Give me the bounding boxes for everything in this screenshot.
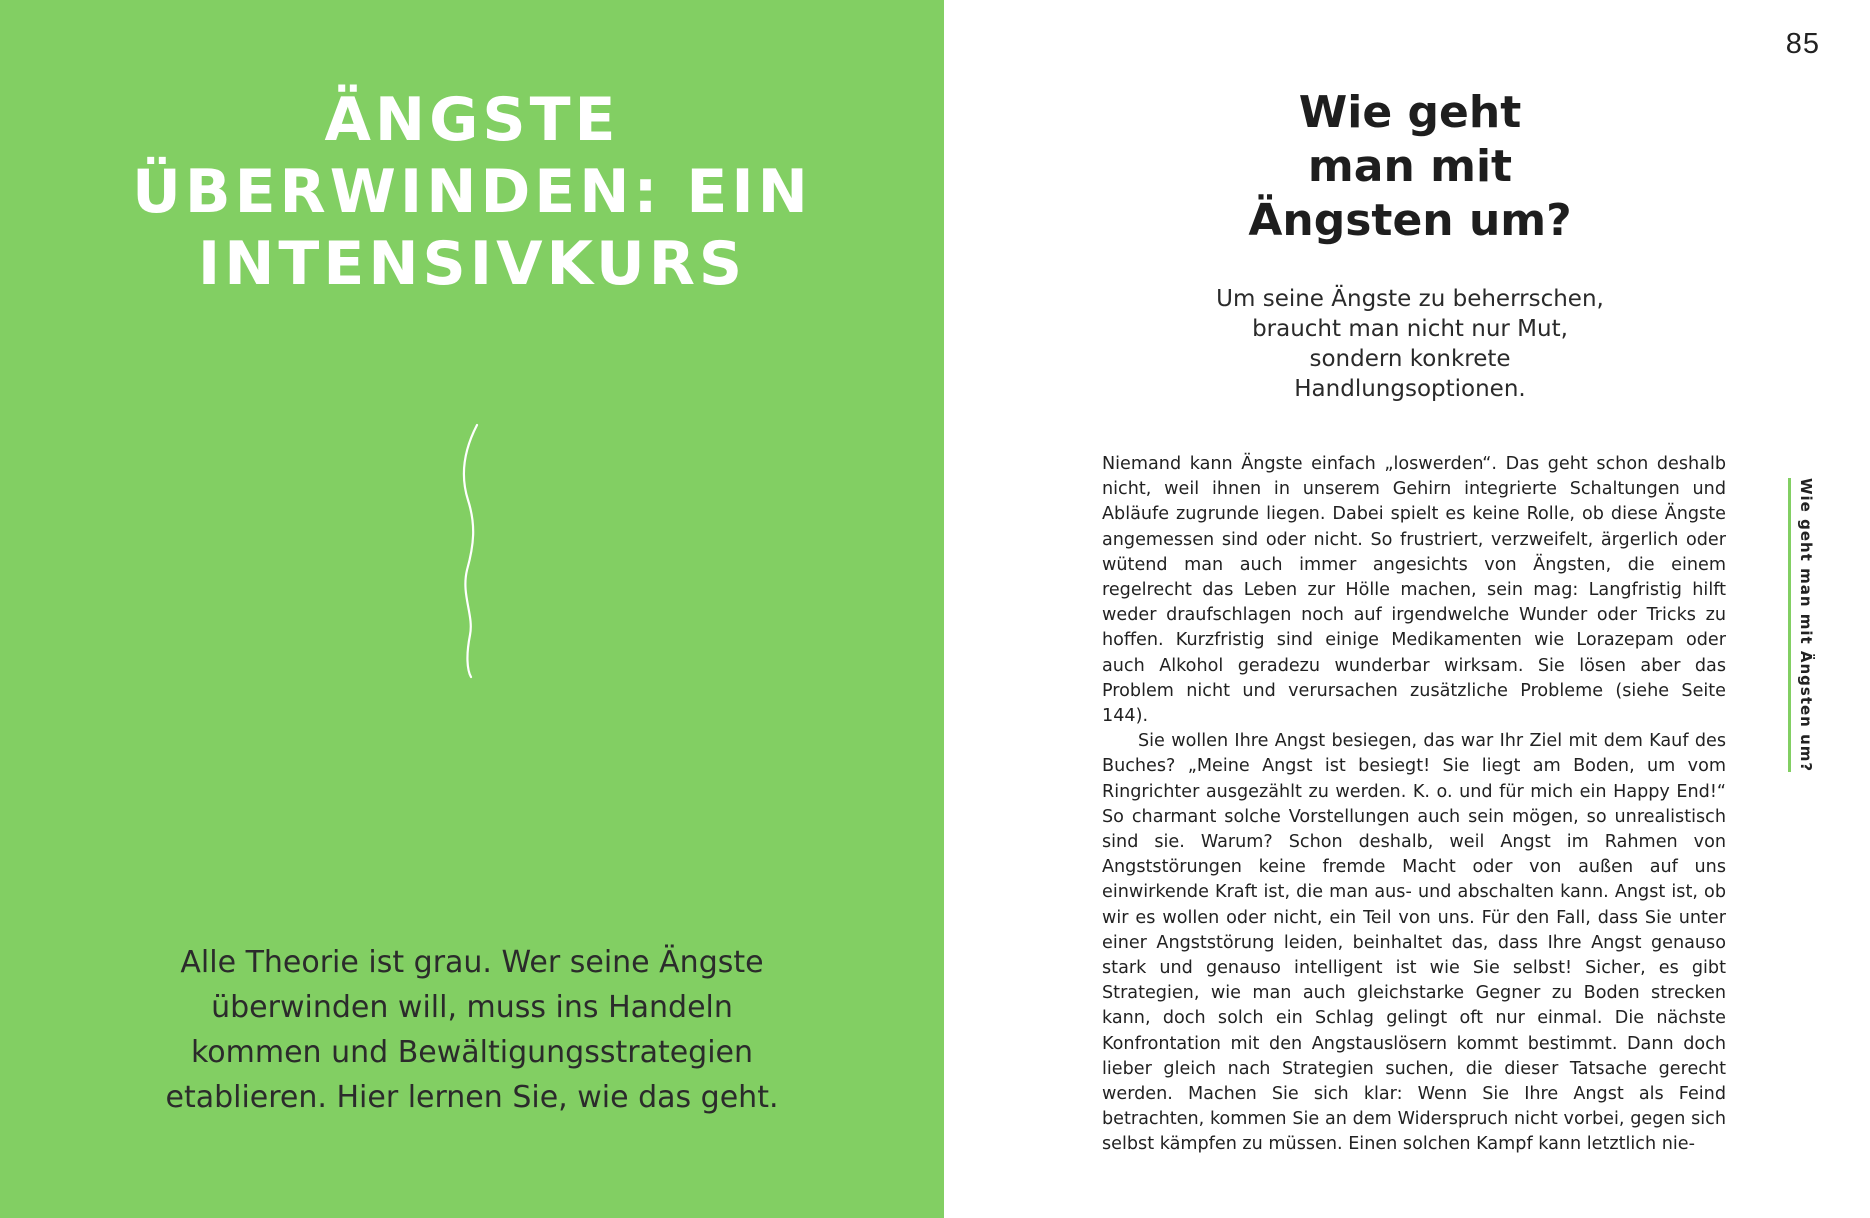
- wavy-line-icon: [450, 420, 500, 680]
- body-paragraph: Sie wollen Ihre Angst besiegen, das war Ihr Ziel mit dem Kauf des Buches? „Meine Angst ist besiegt! Sie liegt am Boden, um vom Ringrichter ausgezählt zu werden. K. o. und für mich ein Happy End!“ So charmant solche Vorstellungen auch sein mögen, so unrealistisch sind sie. Warum? Schon deshalb, weil Angst im Rahmen von Angststörungen keine fremde Macht oder von außen auf uns einwirkende Kraft ist, die man aus- und abschalten kann. Angst ist, ob wir es wollen oder nicht, ein Teil von uns. Für den Fall, dass Sie unter einer Angststörung leiden, beinhaltet das, dass Ihre Angst genauso stark und genauso intelligent ist wie Sie selbst! Sicher, es gibt Strategien, wie man auch gleichstarke Gegner zu Boden strecken kann, doch solch ein Schlag gelingt oft nur einmal. Die nächste Konfrontation mit den Angstauslösern kommt bestimmt. Dann doch lieber gleich nach Strategien suchen, die dieser Tatsache gerecht werden. Machen Sie sich klar: Wenn Sie Ihre Angst als Feind betrachten, kommen Sie an dem Widerspruch nicht vorbei, gegen sich selbst kämpfen zu müssen. Einen solchen Kampf kann letztlich nie-: [1102, 731, 1726, 1155]
- intro-line: Alle Theorie ist grau. Wer seine Ängste: [180, 945, 764, 980]
- chapter-title-line: Ängsten um?: [1248, 195, 1572, 246]
- intro-line: etablieren. Hier lernen Sie, wie das geht.: [165, 1080, 779, 1115]
- subtitle-line: braucht man nicht nur Mut,: [1252, 316, 1568, 342]
- section-title-line: INTENSIVKURS: [197, 229, 747, 299]
- body-text: [1102, 452, 1726, 1158]
- chapter-title-line: Wie geht: [1298, 87, 1522, 138]
- subtitle-line: sondern konkrete: [1309, 346, 1511, 372]
- intro-line: kommen und Bewältigungsstrategien: [190, 1035, 754, 1070]
- intro-line: überwinden will, muss ins Handeln: [211, 990, 733, 1025]
- body-paragraph: Niemand kann Ängste einfach „loswerden“. Das geht schon deshalb nicht, weil ihnen in unserem Gehirn integrierte Schaltungen und Abläufe zugrunde liegen. Dabei spielt es keine Rolle, ob diese Ängste angemessen sind oder nicht. So frustriert, verzweifelt, ärgerlich oder wütend man auch immer angesichts von Ängsten, die einem regelrecht das Leben zur Hölle machen, sein mag: Langfristig hilft weder draufschlagen noch auf irgendwelche Wunder oder Tricks zu hoffen. Kurzfristig sind einige Medikamenten wie Lorazepam oder auch Alkohol geradezu wunderbar wirksam. Sie lösen aber das Problem nicht und verursachen zusätzliche Probleme (siehe Seite 144).: [1102, 454, 1726, 727]
- section-title-line: ÄNGSTE: [324, 85, 620, 155]
- chapter-title: [1150, 86, 1670, 248]
- chapter-subtitle: [1150, 284, 1670, 404]
- subtitle-line: Um seine Ängste zu beherrschen,: [1216, 286, 1604, 312]
- chapter-title-line: man mit: [1307, 141, 1513, 192]
- subtitle-line: Handlungsoptionen.: [1294, 376, 1526, 402]
- section-title-line: ÜBERWINDEN: EIN: [132, 157, 812, 227]
- intro-text: [150, 940, 794, 1120]
- running-side-label: Wie geht man mit Ängsten um?: [1788, 478, 1817, 772]
- page-number: 85: [1785, 28, 1820, 60]
- section-title: [120, 84, 824, 300]
